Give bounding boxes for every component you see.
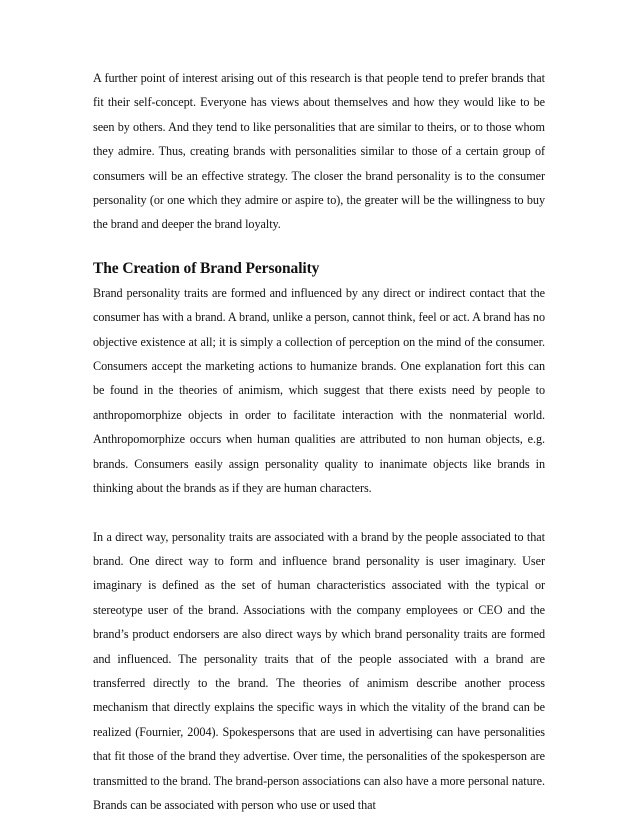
paragraph-brand-personality-traits: Brand personality traits are formed and influenced by any direct or indirect contact that the consumer has with a brand. A brand, unlike a person, cannot think, feel or act. A brand has no objective existence at all; it is simply a collection of perception on the mind of the consumer. Consumers accept the marketing actions to humanize brands. One explanation fort this can be found in the theories of animism, which suggest that there exists need by people to anthropomorphize objects in order to facilitate interaction with the nonmaterial world. Anthropomorphize occurs when human qualities are attributed to non human objects, e.g. brands. Consumers easily assign personality quality to inanimate objects like brands in thinking about the brands as if they are human characters. (93, 285, 545, 496)
paragraph-direct-way: In a direct way, personality traits are associated with a brand by the people associated to that brand. One direct way to form and influence brand personality is user imaginary. User imaginary is defined as the set of human characteristics associated with the typical or stereotype user of the brand. Associations with the company employees or CEO and the brand’s product endorsers are also direct ways by which brand personality traits are formed and influenced. The personality traits that of the people associated with a brand are transferred directly to the brand. The theories of animism describe another process mechanism that directly explains the specific ways in which the vitality of the brand can be realized (Fournier, 2004). Spokespersons that are used in advertising can have personalities that fit those of the brand they advertise. Over time, the personalities of the spokesperson are transmitted to the brand. The brand-person associations can also have a more personal nature. Brands can be associated with person who use or used that (93, 529, 545, 812)
section-heading: The Creation of Brand Personality (93, 259, 320, 277)
paragraph-self-concept: A further point of interest arising out of this research is that people tend to prefer brands that fit their self-concept. Everyone has views about themselves and how they would like to be seen by others. And they tend to like personalities that are similar to theirs, or to those whom they admire. Thus, creating brands with personalities similar to those of a certain group of consumers will be an effective strategy. The closer the brand personality is to the consumer personality (or one which they admire or aspire to), the greater will be the willingness to buy the brand and deeper the brand loyalty. (93, 71, 545, 232)
document-page (93, 66, 545, 817)
